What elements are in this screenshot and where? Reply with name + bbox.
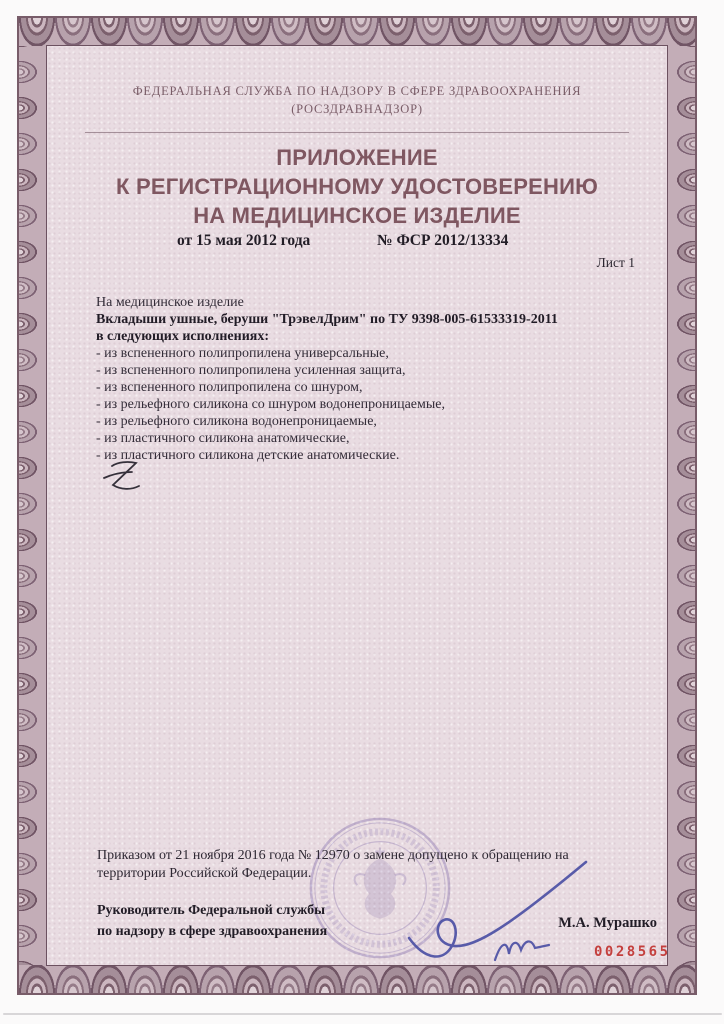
variant-item: - из рельефного силикона со шнуром водонепроницаемые, (96, 397, 445, 412)
replacement-order-text: Приказом от 21 ноября 2016 года № 12970 о замене допущено к обращению на территории Российской Федерации. (97, 848, 569, 881)
variant-item: - из рельефного силикона водонепроницаемые, (96, 414, 377, 429)
border-pattern-left (19, 18, 47, 993)
signatory-name: М.А. Мурашко (558, 915, 657, 931)
handwritten-mark (100, 458, 148, 496)
certificate-number: № ФСР 2012/13334 (377, 232, 509, 249)
header-divider (85, 132, 629, 133)
device-description (96, 294, 647, 464)
agency-short-name: (РОСЗДРАВНАДЗОР) (291, 102, 423, 116)
device-name: Вкладыши ушные, беруши "ТрэвелДрим" по ТУ 9398-005-61533319-2011 (96, 312, 558, 327)
signatory-title-line2: по надзору в сфере здравоохранения (97, 924, 328, 939)
variant-item: - из пластичного силикона анатомические, (96, 431, 350, 446)
document-title-line1: ПРИЛОЖЕНИЕ (276, 145, 438, 170)
certificate-sheet (46, 45, 671, 966)
variant-item: - из вспененного полипропилена усиленная защита, (96, 363, 406, 378)
border-pattern-right (667, 18, 695, 993)
variants-heading: в следующих исполнениях: (96, 329, 269, 344)
variant-item: - из вспененного полипропилена универсальные, (96, 346, 389, 361)
agency-name: ФЕДЕРАЛЬНАЯ СЛУЖБА ПО НАДЗОРУ В СФЕРЕ ЗДРАВООХРАНЕНИЯ (132, 84, 582, 98)
signatory-title (97, 900, 327, 942)
variant-item: - из пластичного силикона детские анатомические. (96, 448, 400, 463)
footer-block (97, 847, 657, 942)
guilloche-border (17, 16, 697, 995)
sheet-label: Лист 1 (596, 255, 635, 270)
document-title-line2: К РЕГИСТРАЦИОННОМУ УДОСТОВЕРЕНИЮ (116, 174, 598, 199)
serial-number: 0028565 (594, 944, 671, 960)
paper-edge-shadow (3, 1013, 722, 1015)
intro-line: На медицинское изделие (96, 295, 244, 310)
issue-date: от 15 мая 2012 года (177, 232, 311, 249)
border-pattern-top (19, 18, 695, 46)
document-title-line3: НА МЕДИЦИНСКОЕ ИЗДЕЛИЕ (193, 203, 521, 228)
signatory-row (97, 900, 657, 942)
variant-item: - из вспененного полипропилена со шнуром, (96, 380, 363, 395)
signatory-title-line1: Руководитель Федеральной службы (97, 903, 326, 918)
